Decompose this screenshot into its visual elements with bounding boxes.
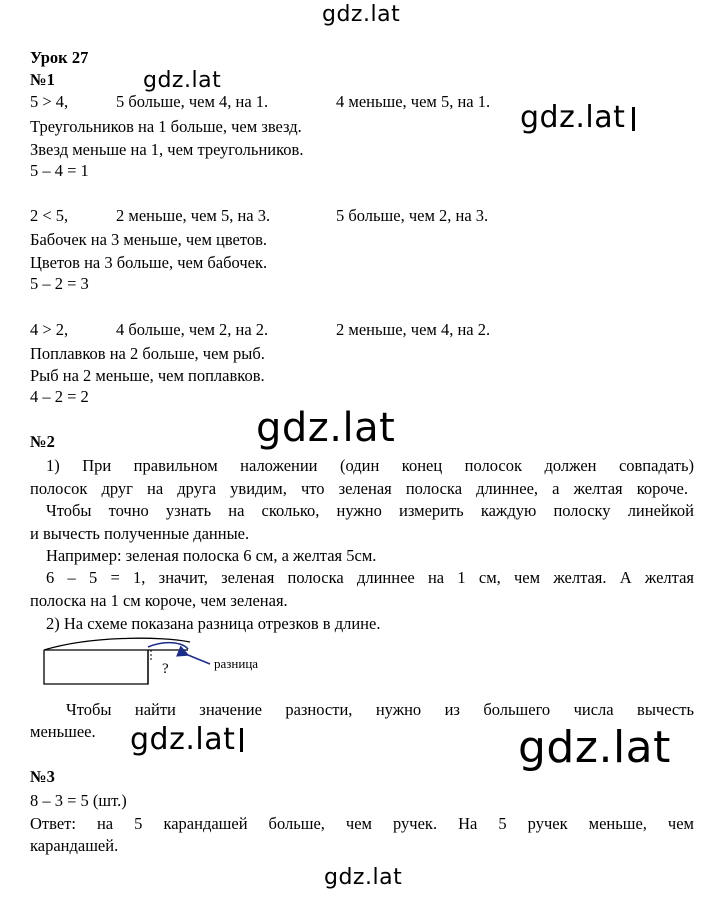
- task1-g2-line2: Цветов на 3 больше, чем бабочек.: [30, 253, 268, 272]
- watermark-cursor-bar-2: [240, 728, 243, 752]
- arrow-icon: [188, 655, 210, 664]
- task1-g3-eq: 4 – 2 = 2: [30, 387, 89, 406]
- task2-p2-line1: Чтобы точно узнать на сколько, нужно измерить каждую полоску линейкой: [46, 501, 694, 520]
- task1-g2-eq: 5 – 2 = 3: [30, 274, 89, 293]
- task1-g1-line2: Звезд меньше на 1, чем треугольников.: [30, 140, 304, 159]
- task2-p4-line1: 6 – 5 = 1, значит, зеленая полоска длиннее на 1 см, чем желтая. А желтая: [46, 568, 694, 587]
- task1-g1-more: 5 больше, чем 4, на 1.: [116, 92, 269, 111]
- task3-answer-line1: Ответ: на 5 карандашей больше, чем ручек. На 5 ручек меньше, чем: [30, 814, 694, 833]
- task1-g2-less: 5 больше, чем 2, на 3.: [336, 206, 489, 225]
- task1-g3-less: 2 меньше, чем 4, на 2.: [336, 320, 491, 339]
- task1-g3-line2: Рыб на 2 меньше, чем поплавков.: [30, 366, 265, 385]
- task1-g1-line1: Треугольников на 1 больше, чем звезд.: [30, 117, 302, 136]
- watermark-center: gdz.lat: [256, 405, 396, 451]
- task1-g1-compare: 5 > 4,: [30, 92, 69, 111]
- task1-number: №1: [30, 70, 55, 89]
- watermark-small: gdz.lat: [143, 68, 222, 93]
- diagram-label: разница: [214, 656, 259, 671]
- task3-equation: 8 – 3 = 5 (шт.): [30, 791, 127, 810]
- watermark-lower-left: gdz.lat: [130, 722, 236, 757]
- difference-bracket: [148, 643, 188, 649]
- watermark-cursor-bar: [632, 107, 635, 131]
- task1-g3-more: 4 больше, чем 2, на 2.: [116, 320, 269, 339]
- task1-g2-more: 2 меньше, чем 5, на 3.: [116, 206, 271, 225]
- task2-p1-line1: 1) При правильном наложении (один конец полосок должен совпадать): [46, 456, 694, 475]
- task3-answer-line2: карандашей.: [30, 836, 119, 855]
- task2-p5: 2) На схеме показана разница отрезков в длине.: [46, 614, 381, 633]
- task2-number: №2: [30, 432, 55, 451]
- task2-p3: Например: зеленая полоска 6 см, а желтая 5см.: [46, 546, 377, 565]
- lesson-title: Урок 27: [30, 48, 89, 67]
- top-arc: [44, 638, 190, 650]
- watermark-bottom: gdz.lat: [324, 865, 403, 890]
- short-segment: [44, 650, 148, 684]
- task1-g1-eq: 5 – 4 = 1: [30, 161, 89, 180]
- task1-g2-line1: Бабочек на 3 меньше, чем цветов.: [30, 230, 268, 249]
- task2-p6-line1: Чтобы найти значение разности, нужно из большего числа вычесть: [66, 700, 694, 719]
- task2-p6-line2: меньшее.: [30, 722, 96, 741]
- diagram-question: ?: [162, 661, 169, 677]
- task1-g3-compare: 4 > 2,: [30, 320, 69, 339]
- task2-p2-line2: и вычесть полученные данные.: [30, 524, 250, 543]
- task2-p4-line2: полоска на 1 см короче, чем зеленая.: [30, 591, 288, 610]
- watermark-lower-right: gdz.lat: [518, 722, 671, 773]
- task1-g1-less: 4 меньше, чем 5, на 1.: [336, 92, 491, 111]
- task2-p1-line2: полосок друг на друга увидим, что зеленая полоска длиннее, а желтая короче.: [30, 479, 688, 498]
- task3-number: №3: [30, 767, 55, 786]
- watermark-top: gdz.lat: [322, 2, 401, 27]
- task1-g3-line1: Поплавков на 2 больше, чем рыб.: [30, 344, 265, 363]
- task1-g2-compare: 2 < 5,: [30, 206, 69, 225]
- watermark-right: gdz.lat: [520, 100, 626, 135]
